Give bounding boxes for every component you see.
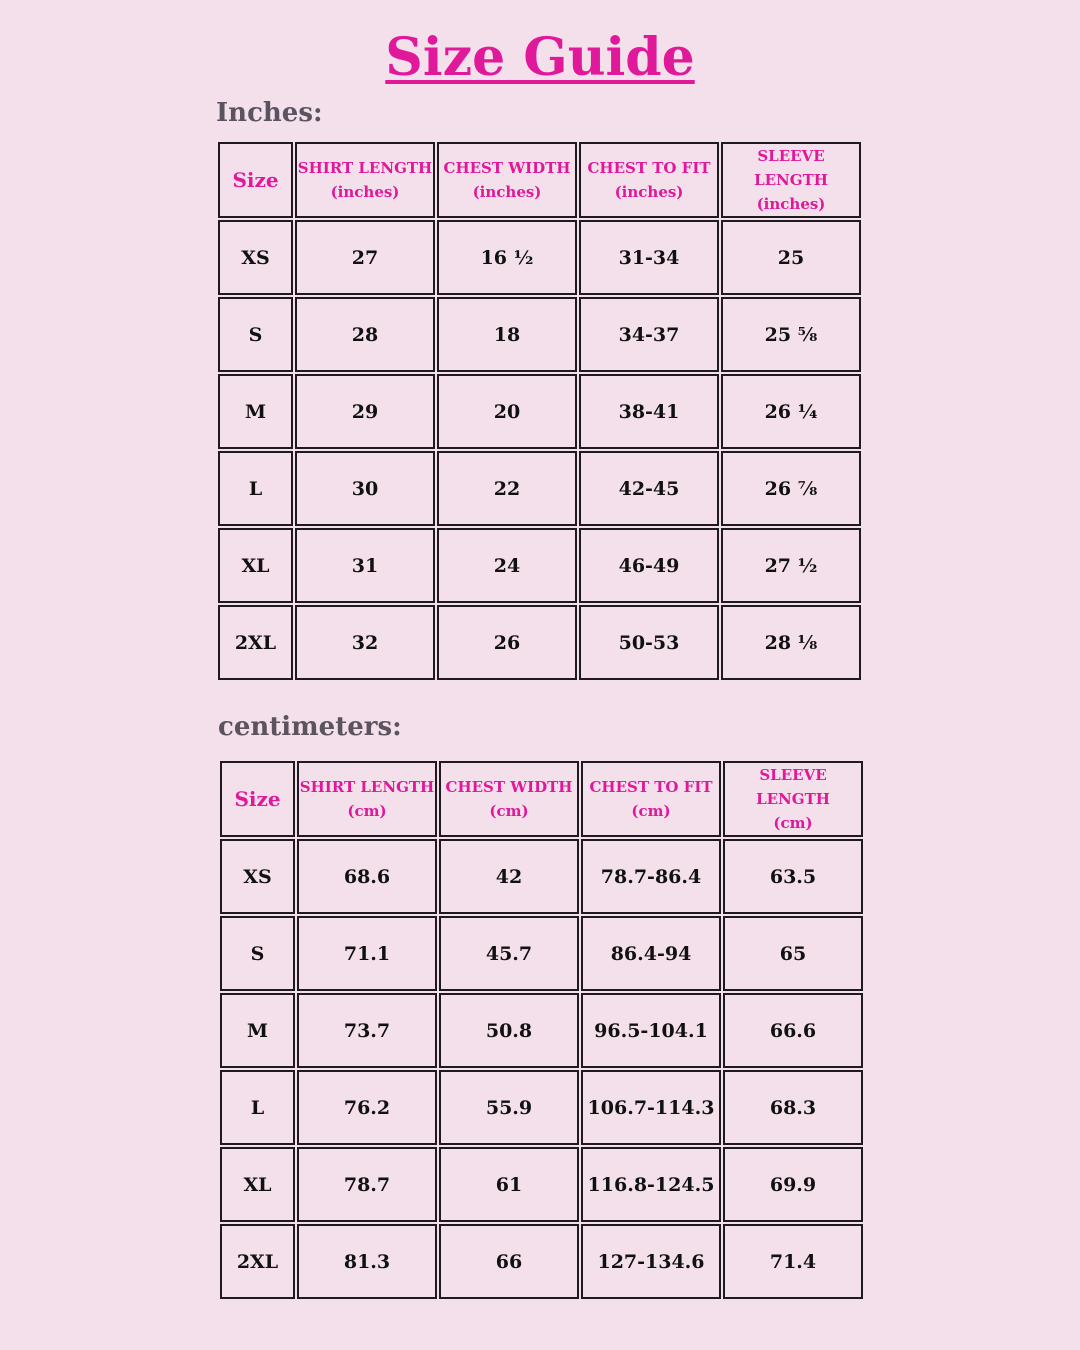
cell-size: 2XL (218, 605, 293, 680)
cell-chest-to-fit: 86.4-94 (581, 916, 721, 991)
cell-chest-width: 45.7 (439, 916, 579, 991)
cell-sleeve-length: 71.4 (723, 1224, 863, 1299)
cell-chest-width: 22 (437, 451, 577, 526)
cell-sleeve-length: 27 ½ (721, 528, 861, 603)
table-header-row (220, 761, 863, 837)
cell-chest-to-fit: 42-45 (579, 451, 719, 526)
table-row (220, 1224, 863, 1299)
header-chest-width (439, 761, 579, 837)
cell-sleeve-length: 25 ⅝ (721, 297, 861, 372)
cell-sleeve-length: 26 ¼ (721, 374, 861, 449)
cell-chest-width: 26 (437, 605, 577, 680)
header-unit: (inches) (330, 183, 400, 201)
inches-size-table (216, 140, 863, 682)
cell-sleeve-length: 68.3 (723, 1070, 863, 1145)
header-unit: (inches) (614, 183, 684, 201)
cell-size: S (218, 297, 293, 372)
cell-shirt-length: 28 (295, 297, 435, 372)
cell-sleeve-length: 66.6 (723, 993, 863, 1068)
cell-chest-width: 50.8 (439, 993, 579, 1068)
cell-shirt-length: 76.2 (297, 1070, 437, 1145)
table-row (218, 220, 861, 295)
cell-chest-width: 66 (439, 1224, 579, 1299)
header-chest-width-label: CHEST WIDTH (443, 159, 571, 177)
table-row (218, 374, 861, 449)
header-unit: (cm) (347, 802, 387, 820)
header-chest-to-fit-label: CHEST TO FIT (589, 778, 713, 796)
inches-section-label: Inches: (216, 98, 323, 128)
cell-sleeve-length: 28 ⅛ (721, 605, 861, 680)
cell-chest-width: 18 (437, 297, 577, 372)
cell-shirt-length: 81.3 (297, 1224, 437, 1299)
header-shirt-length (297, 761, 437, 837)
header-chest-width-label: CHEST WIDTH (445, 778, 573, 796)
header-unit: (cm) (773, 814, 813, 832)
cell-size: L (220, 1070, 295, 1145)
header-sleeve-length-label: SLEEVE LENGTH (756, 766, 830, 808)
cell-chest-to-fit: 46-49 (579, 528, 719, 603)
cell-chest-width: 55.9 (439, 1070, 579, 1145)
table-row (218, 297, 861, 372)
cell-sleeve-length: 63.5 (723, 839, 863, 914)
header-shirt-length-label: SHIRT LENGTH (297, 159, 433, 177)
table-row (220, 839, 863, 914)
cell-shirt-length: 73.7 (297, 993, 437, 1068)
cell-size: XL (218, 528, 293, 603)
header-shirt-length (295, 142, 435, 218)
cell-chest-to-fit: 96.5-104.1 (581, 993, 721, 1068)
table-row (220, 993, 863, 1068)
cell-shirt-length: 29 (295, 374, 435, 449)
cell-shirt-length: 71.1 (297, 916, 437, 991)
cell-size: XS (220, 839, 295, 914)
cell-shirt-length: 31 (295, 528, 435, 603)
table-row (220, 1070, 863, 1145)
header-chest-to-fit (579, 142, 719, 218)
cell-size: M (218, 374, 293, 449)
cell-size: 2XL (220, 1224, 295, 1299)
header-unit: (cm) (631, 802, 671, 820)
header-chest-to-fit-label: CHEST TO FIT (587, 159, 711, 177)
cell-shirt-length: 68.6 (297, 839, 437, 914)
cell-shirt-length: 27 (295, 220, 435, 295)
header-chest-width (437, 142, 577, 218)
header-sleeve-length (721, 142, 861, 218)
cell-chest-to-fit: 127-134.6 (581, 1224, 721, 1299)
cell-chest-to-fit: 34-37 (579, 297, 719, 372)
table-row (220, 916, 863, 991)
table-row (218, 451, 861, 526)
cell-size: L (218, 451, 293, 526)
cell-chest-width: 24 (437, 528, 577, 603)
cell-chest-to-fit: 116.8-124.5 (581, 1147, 721, 1222)
centimeters-section-label: centimeters: (218, 712, 402, 742)
cell-chest-to-fit: 106.7-114.3 (581, 1070, 721, 1145)
cell-chest-width: 42 (439, 839, 579, 914)
cell-chest-to-fit: 31-34 (579, 220, 719, 295)
cell-shirt-length: 30 (295, 451, 435, 526)
cell-size: XL (220, 1147, 295, 1222)
cell-size: S (220, 916, 295, 991)
header-size: Size (218, 142, 293, 218)
header-sleeve-length-label: SLEEVE LENGTH (754, 147, 828, 189)
cell-chest-width: 20 (437, 374, 577, 449)
cell-size: M (220, 993, 295, 1068)
table-row (218, 605, 861, 680)
cell-sleeve-length: 65 (723, 916, 863, 991)
page-title: Size Guide (385, 27, 695, 88)
cell-chest-to-fit: 50-53 (579, 605, 719, 680)
table-header-row (218, 142, 861, 218)
header-sleeve-length (723, 761, 863, 837)
cell-chest-width: 61 (439, 1147, 579, 1222)
header-unit: (inches) (472, 183, 542, 201)
cell-shirt-length: 32 (295, 605, 435, 680)
table-row (220, 1147, 863, 1222)
cell-size: XS (218, 220, 293, 295)
cell-chest-to-fit: 38-41 (579, 374, 719, 449)
cell-chest-to-fit: 78.7-86.4 (581, 839, 721, 914)
header-unit: (inches) (756, 195, 826, 213)
header-size: Size (220, 761, 295, 837)
header-unit: (cm) (489, 802, 529, 820)
header-shirt-length-label: SHIRT LENGTH (299, 778, 435, 796)
cell-chest-width: 16 ½ (437, 220, 577, 295)
centimeters-size-table (218, 759, 865, 1301)
table-row (218, 528, 861, 603)
header-chest-to-fit (581, 761, 721, 837)
cell-shirt-length: 78.7 (297, 1147, 437, 1222)
cell-sleeve-length: 69.9 (723, 1147, 863, 1222)
cell-sleeve-length: 25 (721, 220, 861, 295)
cell-sleeve-length: 26 ⅞ (721, 451, 861, 526)
